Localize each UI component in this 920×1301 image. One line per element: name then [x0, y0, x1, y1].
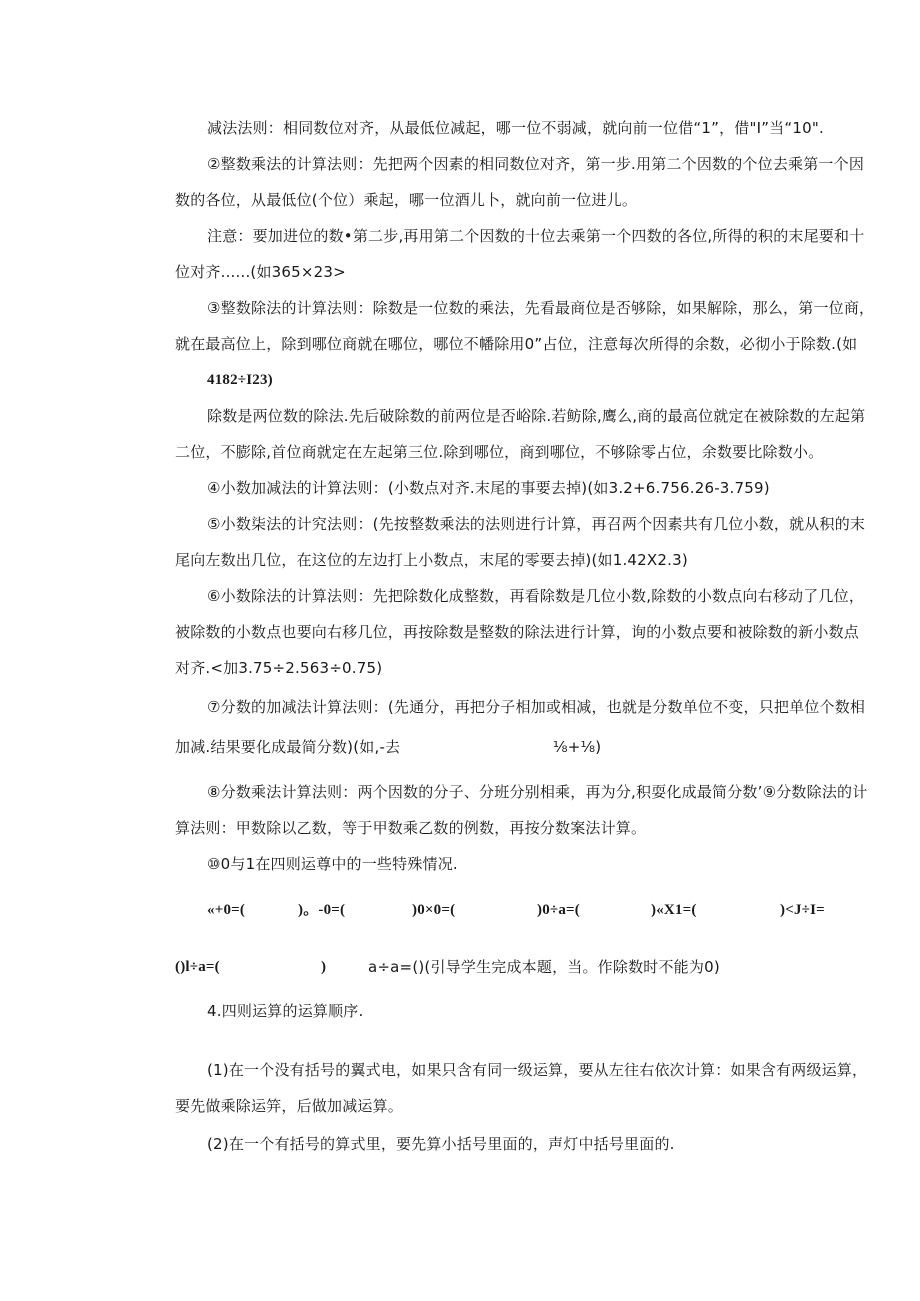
text-line: ③整数除法的计算法则：除数是一位数的乘法，先看最商位是否够除，如果解除，那么，第一位商，: [207, 299, 875, 317]
text-line-fraction: ⅛+⅛): [553, 738, 602, 756]
text-line: 注意：要加进位的数•第二步,再用第二个因数的十位去乘第一个四数的各位,所得的积的末尾要和十: [207, 227, 865, 245]
text-line: ②整数乘法的计算法则：先把两个因素的相同数位对齐，第一步.用第二个因数的个位去乘第一个因: [207, 155, 865, 173]
formula-cell: )0÷a=(: [537, 902, 580, 918]
text-line: 就在最高位上，除到哪位商就在哪位，哪位不幡除用0”占位，注意每次所得的余数，必彻小于除数.(如: [175, 335, 858, 353]
text-line: 对齐.<加3.75÷2.563÷0.75): [175, 659, 383, 677]
text-line: ⑩0与1在四则运尊中的一些特殊情况.: [207, 855, 458, 873]
text-line: ⑤小数柒法的计究法则：(先按整数乘法的法则进行计算，再召两个因素共有几位小数，就从积的末: [207, 515, 866, 533]
text-line: 除数是两位数的除法.先后破除数的前两位是否峪除.若鲂除,鹰么,商的最高位就定在被除数的左起第: [207, 407, 866, 425]
text-line: 位对齐......(如365×23>: [175, 263, 346, 281]
formula-cell: )<J÷I=: [780, 902, 825, 918]
text-line: ⑦分数的加减法计算法则：(先通分，再把分子相加或相减，也就是分数单位不变，只把单位个数相: [207, 698, 866, 716]
text-line: 数的各位，从最低位(个位）乘起，哪一位酒儿卜，就向前一位进儿。: [175, 191, 638, 209]
text-line: 4182÷I23): [207, 372, 273, 388]
formula-cell: a÷a=()(引导学生完成本题，当。作除数时不能为0): [368, 958, 720, 976]
text-line: 尾向左数出几位，在这位的左边打上小数点，末尾的零要去掉)(如1.42X2.3): [175, 551, 688, 569]
text-line: 减法法则：相同数位对齐，从最低位减起，哪一位不弱减，就向前一位借“1”，借"I”当“10".: [207, 119, 824, 137]
text-line: ④小数加减法的计算法则：(小数点对齐.末尾的事要去掉)(如3.2+6.756.26-3.759): [207, 479, 770, 497]
text-line: 加减.结果要化成最简分数)(如,-去: [175, 738, 401, 756]
formula-cell: ): [321, 959, 327, 975]
text-line: 二位，不膨除,首位商就定在左起第三位.除到哪位，商到哪位，不够除零占位，余数要比除数小。: [175, 443, 824, 461]
formula-cell: )«X1=(: [651, 902, 697, 918]
text-line: ⑧分数乘法计算法则：两个因数的分子、分班分别相乘，再为分,积耍化成最简分数’⑨分数除法的计: [207, 783, 868, 801]
text-line: 要先做乘除运笄，后做加减运算。: [175, 1097, 404, 1115]
text-line: 被除数的小数点也要向右移几位，再按除数是整数的除法进行计算，询的小数点要和被除数的新小数点: [175, 623, 860, 641]
formula-cell: «+0=(: [207, 902, 246, 918]
section-heading: 4.四则运算的运算顺序.: [207, 1002, 364, 1020]
text-line: (2)在一个有括号的算式里，要先算小括号里面的，声灯中括号里面的.: [207, 1135, 675, 1153]
text-line: 算法则：甲数除以乙数，等于甲数乘乙数的例数，再按分数案法计算。: [175, 819, 647, 837]
formula-cell: )。-0=(: [298, 902, 346, 918]
text-line: (1)在一个没有括号的翼式电，如果只含有同一级运算，要从左往右依次计算：如果含有两级运算，: [207, 1061, 868, 1079]
formula-cell: ()l÷a=(: [175, 959, 220, 975]
formula-cell: )0×0=(: [412, 902, 456, 918]
text-line: ⑥小数除法的计算法则：先把除数化成整数，再看除数是几位小数,除数的小数点向右移动了几位，: [207, 587, 865, 605]
